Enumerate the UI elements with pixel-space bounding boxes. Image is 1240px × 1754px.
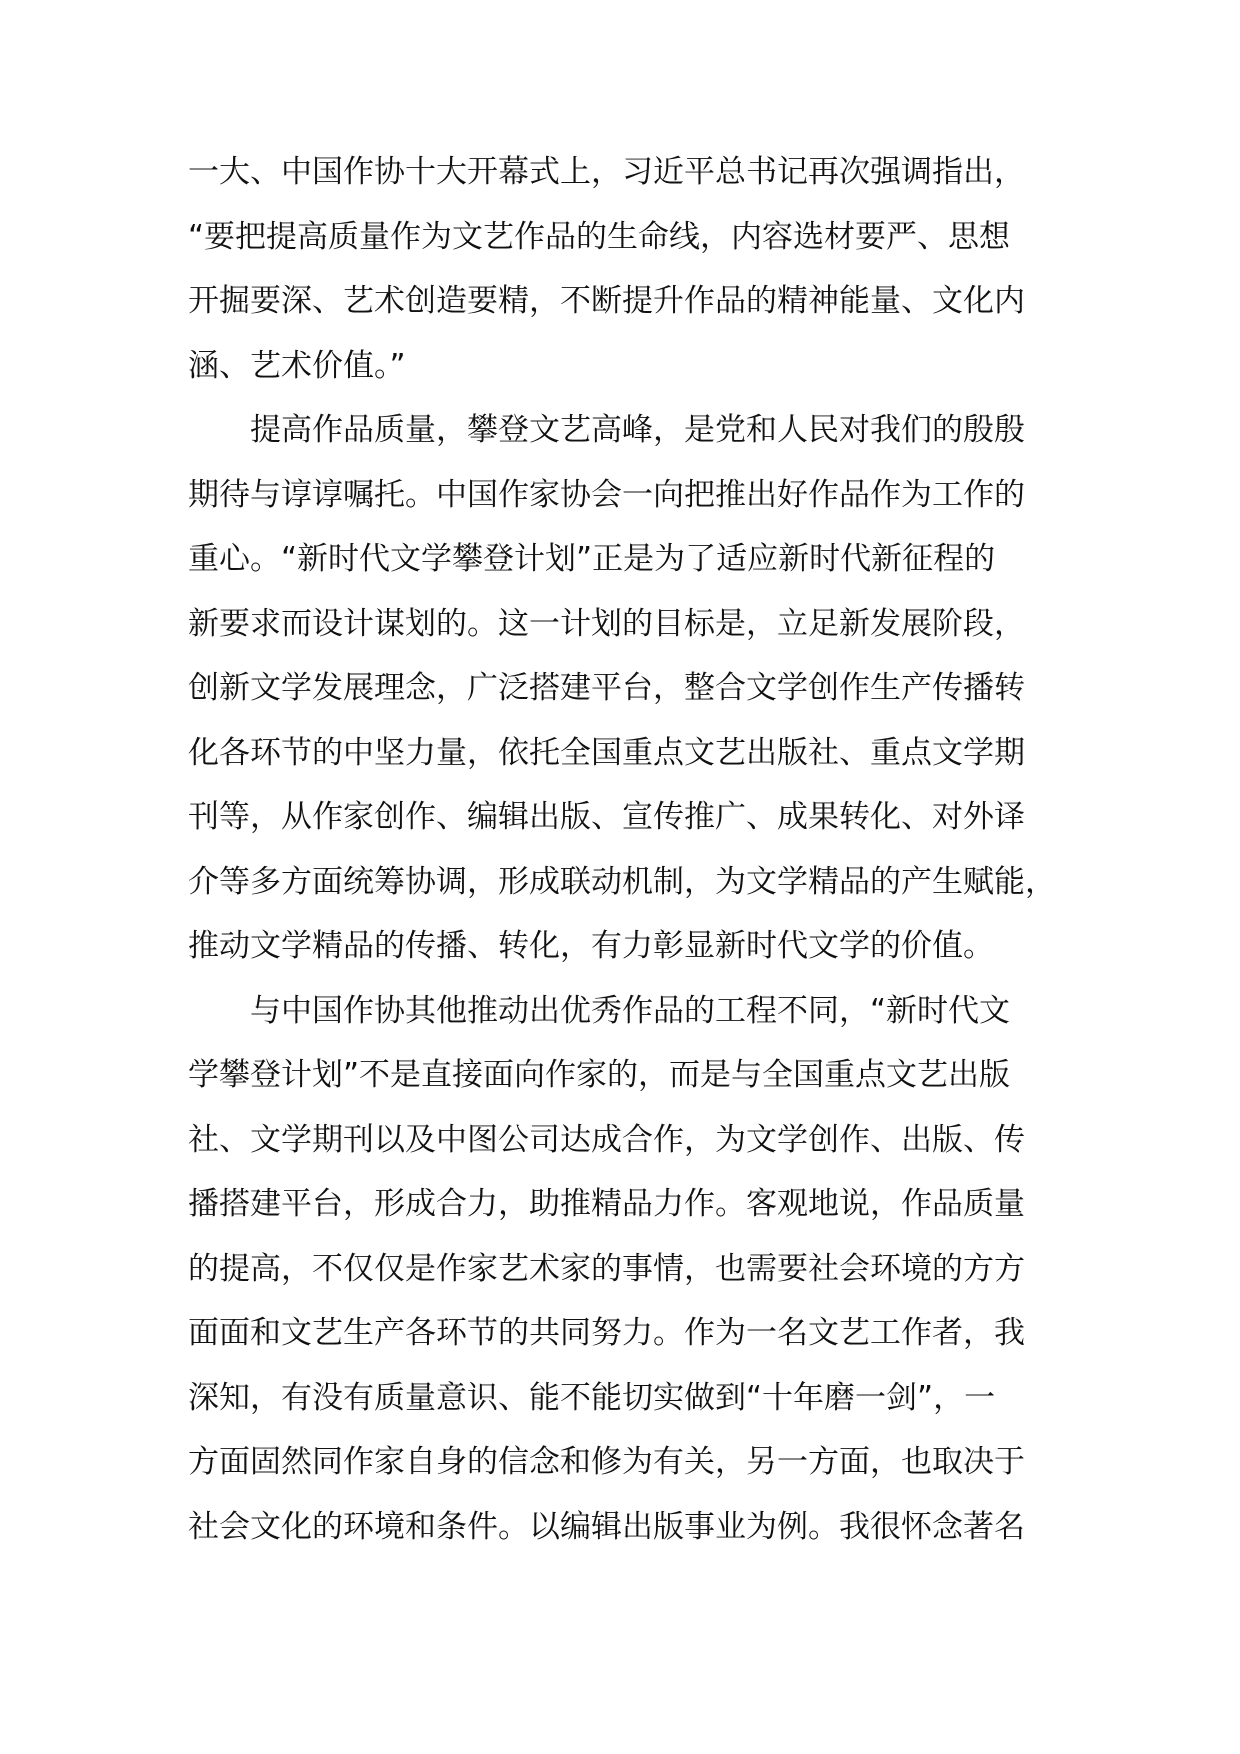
text-line: 新要求而设计谋划的。这一计划的目标是，立足新发展阶段， <box>188 605 1025 642</box>
text-line: 深知，有没有质量意识、能不能切实做到“十年磨一剑”，一 <box>188 1379 996 1416</box>
text-line: 一大、中国作协十大开幕式上，习近平总书记再次强调指出， <box>188 154 1025 190</box>
document-body <box>188 140 1088 1559</box>
text-line: 介等多方面统筹协调，形成联动机制，为文学精品的产生赋能， <box>188 863 1056 900</box>
text-line: 涵、艺术价值。” <box>188 347 406 384</box>
text-line: “要把提高质量作为文艺作品的生命线，内容选材要严、思想 <box>188 218 1011 255</box>
text-line: 的提高，不仅仅是作家艺术家的事情，也需要社会环境的方方 <box>188 1250 1025 1287</box>
text-line: 开掘要深、艺术创造要精，不断提升作品的精神能量、文化内 <box>188 283 1025 319</box>
text-line: 面面和文艺生产各环节的共同努力。作为一名文艺工作者，我 <box>188 1315 1025 1351</box>
text-line: 社、文学期刊以及中图公司达成合作，为文学创作、出版、传 <box>188 1121 1025 1158</box>
text-line: 重心。“新时代文学攀登计划”正是为了适应新时代新征程的 <box>188 541 996 577</box>
paragraph-start-line: 与中国作协其他推动出优秀作品的工程不同，“新时代文 <box>250 992 1011 1029</box>
text-line: 刊等，从作家创作、编辑出版、宣传推广、成果转化、对外译 <box>188 799 1025 835</box>
text-line: 方面固然同作家自身的信念和修为有关，另一方面，也取决于 <box>188 1444 1025 1480</box>
text-line: 社会文化的环境和条件。以编辑出版事业为例。我很怀念著名 <box>188 1508 1025 1545</box>
text-line: 推动文学精品的传播、转化，有力彰显新时代文学的价值。 <box>188 928 994 964</box>
text-line: 播搭建平台，形成合力，助推精品力作。客观地说，作品质量 <box>188 1186 1025 1222</box>
text-line: 学攀登计划”不是直接面向作家的，而是与全国重点文艺出版 <box>188 1057 1011 1093</box>
text-line: 创新文学发展理念，广泛搭建平台，整合文学创作生产传播转 <box>188 670 1025 706</box>
text-line: 化各环节的中坚力量，依托全国重点文艺出版社、重点文学期 <box>188 734 1025 771</box>
text-line: 期待与谆谆嘱托。中国作家协会一向把推出好作品作为工作的 <box>188 476 1025 513</box>
paragraph-start-line: 提高作品质量，攀登文艺高峰，是党和人民对我们的殷殷 <box>250 412 1025 448</box>
